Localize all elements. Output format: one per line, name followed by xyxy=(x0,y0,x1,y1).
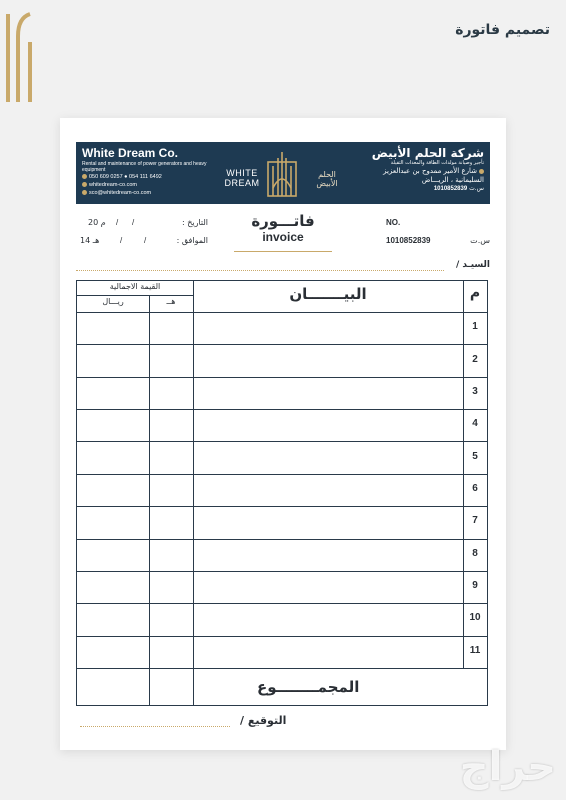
page-title: تصميم فاتورة xyxy=(455,22,550,38)
company-email: sco@whitedream-co.com xyxy=(82,189,222,197)
table-row-divider xyxy=(77,474,487,475)
brand-logo-icon xyxy=(0,6,42,102)
header-split-line xyxy=(77,295,193,296)
table-row-number: 11 xyxy=(469,644,481,656)
signature-label: التوقيع / xyxy=(240,714,287,727)
table-row-divider xyxy=(77,377,487,378)
signature-dotted-line xyxy=(80,726,230,727)
date-suffix: 20 م xyxy=(88,218,106,227)
invoice-cr-label: س.ت xyxy=(470,236,490,245)
invoice-title-en: invoice xyxy=(262,230,304,244)
company-phones: 050 609 0257 ● 054 111 6492 xyxy=(82,173,222,181)
header-riyal: ريـــال xyxy=(102,297,124,306)
customer-name-field[interactable] xyxy=(76,260,490,274)
invoice-title-ar: فاتـــورة xyxy=(251,212,315,230)
table-row-divider xyxy=(77,539,487,540)
company-address-1: شارع الأمير ممدوح بن عبدالعزيز xyxy=(344,167,484,176)
company-logo xyxy=(220,148,350,200)
table-row-divider xyxy=(77,571,487,572)
signature-field[interactable] xyxy=(76,714,490,732)
table-row-divider xyxy=(77,603,487,604)
invoice-cr xyxy=(386,236,490,245)
table-row-number: 5 xyxy=(472,450,478,462)
company-info-en xyxy=(82,146,222,197)
header-total: القيمة الاجمالية xyxy=(109,282,161,291)
customer-label: السيـد / xyxy=(456,260,490,270)
table-row-number: 1 xyxy=(472,321,478,333)
table-row-number: 8 xyxy=(472,547,478,559)
company-desc-en: Rental and maintenance of power generators and heavy equipment xyxy=(82,161,207,173)
totals-top-line xyxy=(77,668,487,669)
logo-text-en: WHITE DREAM xyxy=(224,168,260,188)
invoice-sheet xyxy=(60,118,506,750)
table-row-number: 7 xyxy=(472,515,478,527)
company-banner xyxy=(76,142,490,204)
mail-icon xyxy=(82,190,87,195)
company-name-en: White Dream Co. xyxy=(82,146,179,160)
company-website: whitedream-co.com xyxy=(82,181,222,189)
header-description: البيـــــــان xyxy=(289,285,367,303)
header-bottom-line xyxy=(77,312,487,313)
logo-text-ar: الحلم الأبيض xyxy=(316,170,338,188)
header-halala: هــ xyxy=(166,297,176,306)
table-row-number: 10 xyxy=(469,612,481,624)
date-label: التاريخ : xyxy=(181,218,208,227)
invoice-title xyxy=(230,212,336,252)
hijri-label: الموافق : xyxy=(176,236,208,245)
customer-dotted-line xyxy=(76,270,444,271)
company-cr: س.ت 1010852839 xyxy=(433,185,484,192)
company-name-ar: شركة الحلم الأبيض xyxy=(371,146,484,160)
globe-icon xyxy=(82,182,87,187)
table-row-number: 3 xyxy=(472,385,478,397)
invoice-number-label: NO. xyxy=(386,218,401,227)
invoice-table xyxy=(76,280,488,706)
location-pin-icon xyxy=(479,169,484,174)
invoice-cr-number: 1010852839 xyxy=(386,236,431,245)
company-address-2: السليمانية ، الريـــاض xyxy=(421,176,484,184)
table-row-divider xyxy=(77,441,487,442)
col-divider-riyal xyxy=(149,295,150,705)
totals-label: المجمــــــــوع xyxy=(257,678,360,696)
table-row-number: 9 xyxy=(472,580,478,592)
hijri-suffix: 14 هـ xyxy=(80,236,100,245)
title-underline xyxy=(234,251,332,253)
table-row-number: 2 xyxy=(472,353,478,365)
hijri-date-field[interactable]: الموافق : / / 14 هـ xyxy=(80,236,208,245)
table-row-divider xyxy=(77,409,487,410)
table-row-number: 6 xyxy=(472,483,478,494)
table-row-number: 4 xyxy=(472,418,478,430)
haraj-watermark: حراج xyxy=(459,744,556,790)
date-field[interactable]: التاريخ : / / 20 م xyxy=(88,218,208,227)
table-row-divider xyxy=(77,636,487,637)
company-desc-ar: تأجير وصيانة مولدات الطاقة والمعدات الثقيلة xyxy=(390,160,484,166)
phone-icon xyxy=(82,174,87,179)
company-info-ar xyxy=(344,146,484,193)
logo-mark-icon xyxy=(264,148,300,200)
header-number: م xyxy=(469,285,481,301)
table-row-divider xyxy=(77,344,487,345)
table-row-divider xyxy=(77,506,487,507)
col-divider-num xyxy=(463,281,464,669)
